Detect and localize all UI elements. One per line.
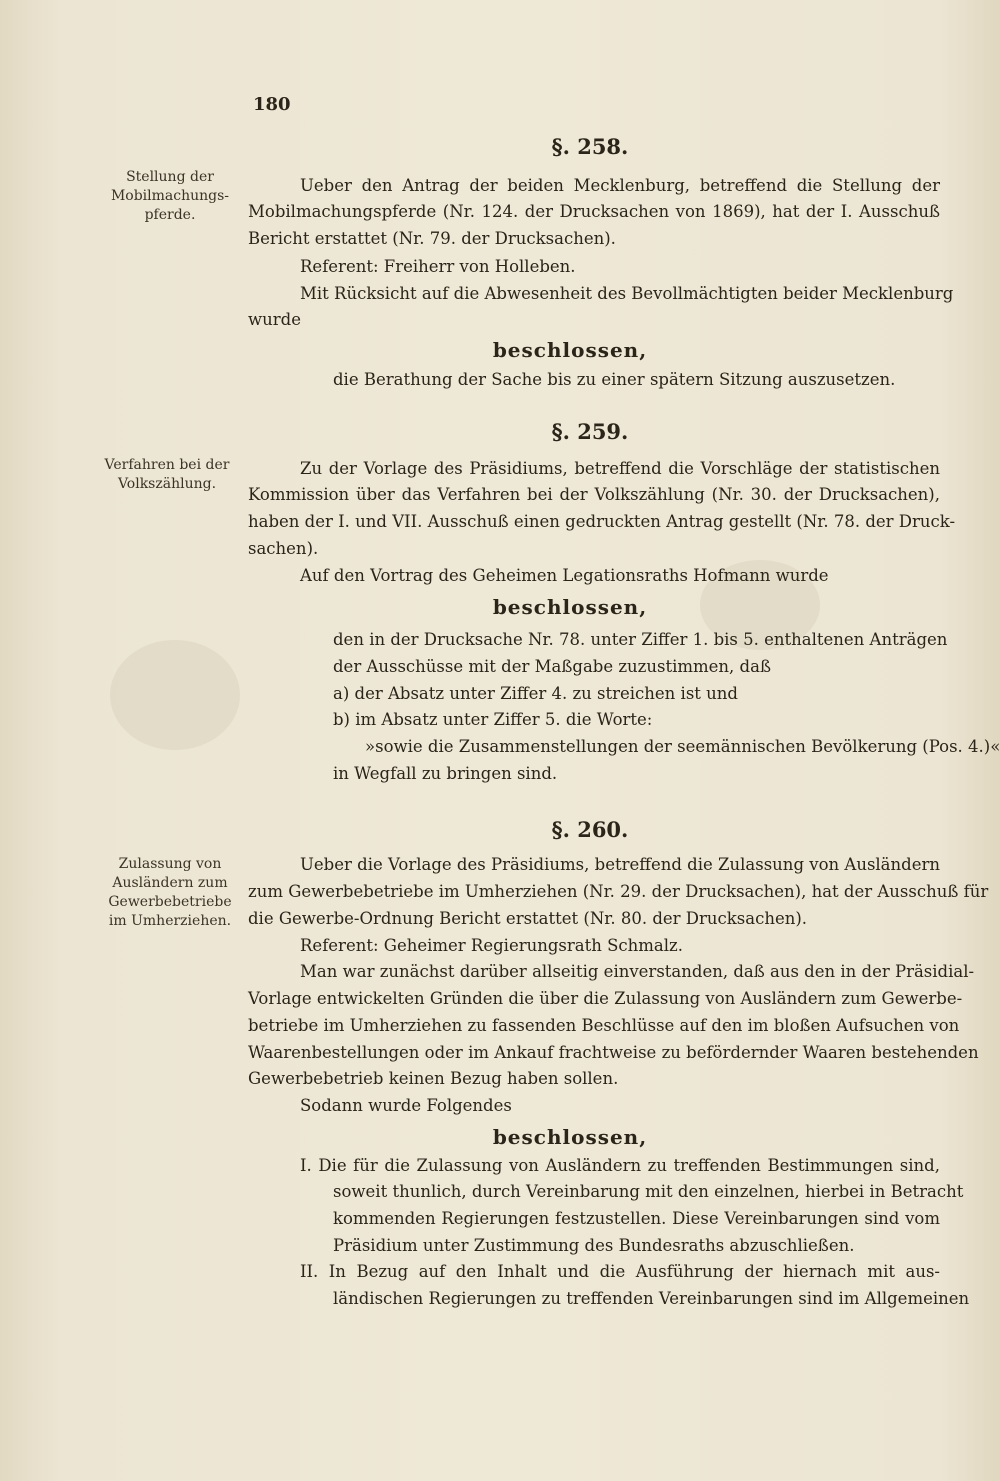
text-line: Waarenbestellungen oder im Ankauf frachtweise zu befördernder Waaren bestehenden [248,1043,979,1062]
margin-note-line: Ausländern zum [112,875,228,891]
text-line: Bericht erstattet (Nr. 79. der Drucksachen). [248,229,616,248]
section-heading-258: §. 258. [551,134,629,159]
text-line: zum Gewerbebetriebe im Umherziehen (Nr. 29. der Drucksachen), hat der Ausschuß für [248,882,989,901]
margin-note-line: Mobilmachungs- [110,188,230,204]
text-line: in Wegfall zu bringen sind. [333,764,558,783]
text-line: Präsidium unter Zustimmung des Bundesraths abzuschließen. [333,1236,855,1255]
text-line: der Ausschüsse mit der Maßgabe zuzustimmen, daß [333,657,771,676]
decision-label-258: beschlossen, [492,338,648,362]
text-line: Mit Rücksicht auf die Abwesenheit des Bevollmächtigten beider Mecklenburg [300,284,954,303]
margin-note-line: Stellung der [126,169,214,185]
margin-note-line: Volkszählung. [117,476,217,492]
margin-note-line: im Umherziehen. [108,913,232,929]
text-line: »sowie die Zusammenstellungen der seemännischen Bevölkerung (Pos. 4.)« [365,737,1000,756]
text-line: betriebe im Umherziehen zu fassenden Beschlüsse auf den im bloßen Aufsuchen von [248,1016,960,1035]
margin-note-line: Verfahren bei der [104,457,230,473]
decision-label-259: beschlossen, [492,595,648,619]
text-line: I. Die für die Zulassung von Ausländern zu treffenden Bestimmungen sind, [300,1156,940,1175]
text-line: Referent: Freiherr von Holleben. [300,257,576,276]
paper-stain [110,640,240,750]
text-line: die Berathung der Sache bis zu einer spätern Sitzung auszusetzen. [333,370,896,389]
text-line: wurde [248,310,301,329]
text-line: Sodann wurde Folgendes [300,1096,512,1115]
section-heading-259: §. 259. [551,419,629,444]
margin-note-volkszaehlung [92,456,242,494]
margin-note-line: Zulassung von [118,856,222,872]
text-line: Ueber die Vorlage des Präsidiums, betreffend die Zulassung von Ausländern [300,855,940,874]
text-line: die Gewerbe-Ordnung Bericht erstattet (Nr. 80. der Drucksachen). [248,909,808,928]
text-line: Referent: Geheimer Regierungsrath Schmalz. [300,936,683,955]
margin-note-mobilmachung [100,168,240,225]
text-line: Vorlage entwickelten Gründen die über die Zulassung von Ausländern zum Gewerbe- [248,989,963,1008]
text-line: b) im Absatz unter Ziffer 5. die Worte: [333,710,653,729]
text-line: soweit thunlich, durch Vereinbarung mit den einzelnen, hierbei in Betracht [333,1182,964,1201]
text-line: ländischen Regierungen zu treffenden Vereinbarungen sind im Allgemeinen [333,1289,970,1308]
text-line: Zu der Vorlage des Präsidiums, betreffend die Vorschläge der statistischen [300,459,940,478]
text-line: Mobilmachungspferde (Nr. 124. der Drucksachen von 1869), hat der I. Ausschuß [248,202,940,221]
text-line: II. In Bezug auf den Inhalt und die Ausführung der hiernach mit aus- [300,1262,940,1281]
text-line: kommenden Regierungen festzustellen. Diese Vereinbarungen sind vom [333,1209,940,1228]
text-line: Man war zunächst darüber allseitig einverstanden, daß aus den in der Präsidial- [300,962,975,981]
text-line: sachen). [248,539,319,558]
text-line: Gewerbebetrieb keinen Bezug haben sollen. [248,1069,619,1088]
text-line: Auf den Vortrag des Geheimen Legationsraths Hofmann wurde [300,566,829,585]
margin-note-line: pferde. [144,207,196,223]
decision-label-260: beschlossen, [492,1125,648,1149]
text-line: a) der Absatz unter Ziffer 4. zu streichen ist und [333,684,738,703]
margin-note-line: Gewerbebetriebe [108,894,232,910]
text-line: haben der I. und VII. Ausschuß einen gedruckten Antrag gestellt (Nr. 78. der Druck- [248,512,956,531]
section-heading-260: §. 260. [551,817,629,842]
text-line: Ueber den Antrag der beiden Mecklenburg, betreffend die Stellung der [300,176,940,195]
text-line: den in der Drucksache Nr. 78. unter Ziffer 1. bis 5. enthaltenen Anträgen [333,630,948,649]
text-line: Kommission über das Verfahren bei der Volkszählung (Nr. 30. der Drucksachen), [248,485,940,504]
margin-note-zulassung [100,855,240,931]
page-number: 180 [253,94,291,115]
